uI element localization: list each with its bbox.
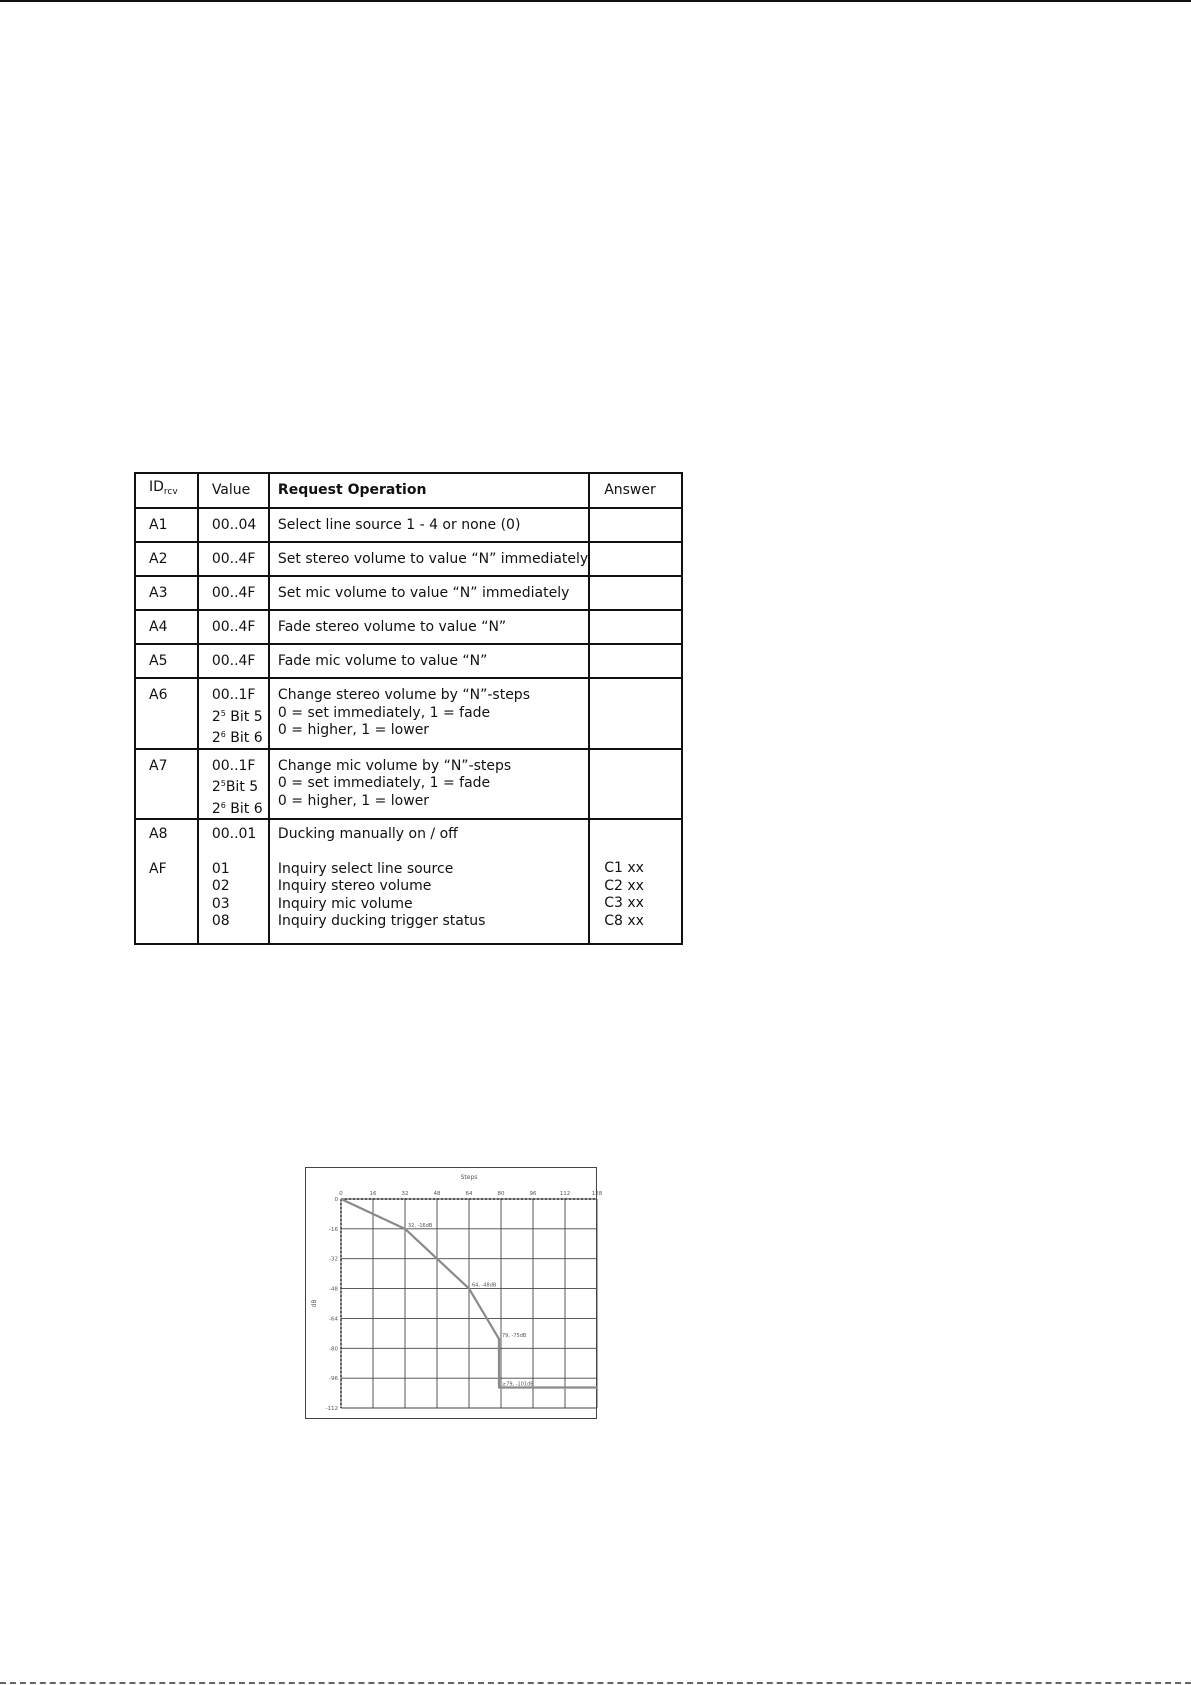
id-text: A1 <box>149 517 168 533</box>
point-annotation: 32, -16dB <box>408 1222 433 1229</box>
value-line: $2^6$ Bit 6 <box>211 730 263 746</box>
y-tick-label: -112 <box>325 1406 338 1412</box>
header-answer: Answer <box>589 473 682 508</box>
point-annotation: 79, -75dB <box>502 1332 527 1339</box>
value-line: 02 <box>211 878 230 894</box>
id-text: A4 <box>149 619 168 635</box>
cell-operation <box>269 819 589 944</box>
cell-id <box>135 542 198 576</box>
cell-operation <box>269 576 589 610</box>
cell-operation <box>269 678 589 749</box>
x-tick-label: 128 <box>591 1191 603 1197</box>
point-annotation: ≥79, -101dB <box>502 1381 534 1388</box>
cell-value <box>198 644 269 678</box>
cell-answer <box>589 610 682 644</box>
value-line: $2^6$ Bit 6 <box>211 800 263 817</box>
y-tick-label: -96 <box>329 1376 338 1383</box>
cell-operation <box>269 508 589 542</box>
volume-curve-chart <box>305 1167 603 1419</box>
top-rule <box>0 0 1191 2</box>
cell-answer <box>589 542 682 576</box>
cell-answer <box>589 678 682 749</box>
x-tick-label: 112 <box>559 1191 571 1197</box>
operation-line: Inquiry mic volume <box>277 895 413 912</box>
table-row <box>135 749 682 820</box>
x-tick-label: 96 <box>529 1191 537 1197</box>
cell-value <box>198 542 269 576</box>
value-line: $2^5$ Bit 5 <box>211 708 263 725</box>
id-text: A8 <box>149 826 168 842</box>
cell-id <box>135 644 198 678</box>
x-tick-label: 0 <box>339 1191 343 1197</box>
cell-id <box>135 576 198 610</box>
cell-id <box>135 749 198 820</box>
cell-answer <box>589 508 682 542</box>
value-line: 00..4F <box>211 619 256 635</box>
header-value: Value <box>198 473 269 508</box>
header-id: $ID_{rcv}$ <box>135 473 198 508</box>
operation-line: Set stereo volume to value “N” immediately <box>277 551 589 567</box>
table-row <box>135 610 682 644</box>
y-tick-label: -64 <box>329 1316 338 1323</box>
id-text: A5 <box>149 653 168 669</box>
value-line: 01 <box>211 860 230 877</box>
x-tick-label: 80 <box>497 1191 505 1197</box>
operation-line: Change mic volume by “N”-steps <box>277 757 512 774</box>
cell-operation <box>269 542 589 576</box>
operation-line: Select line source 1 - 4 or none (0) <box>277 517 521 533</box>
id-text: AF <box>149 860 167 877</box>
point-annotation: 64, -48dB <box>472 1282 497 1289</box>
cell-id <box>135 508 198 542</box>
operation-line: Inquiry stereo volume <box>277 878 432 894</box>
y-axis-label: dB <box>311 1299 318 1308</box>
cell-id <box>135 678 198 749</box>
value-line: 03 <box>211 895 230 912</box>
table-row <box>135 644 682 678</box>
x-tick-label: 16 <box>369 1191 377 1197</box>
value-line: 00..04 <box>211 517 257 533</box>
answer-line: C1 xx <box>604 860 644 876</box>
chart-title: Steps <box>460 1174 478 1181</box>
chart-canvas <box>306 1168 603 1418</box>
id-text: A7 <box>149 757 168 774</box>
answer-line: C2 xx <box>604 877 644 894</box>
value-line: $2^5Bit$ 5 <box>211 779 259 795</box>
operation-line: Fade mic volume to value “N” <box>277 653 488 669</box>
operation-line: Ducking manually on / off <box>277 826 458 842</box>
x-tick-label: 64 <box>465 1191 473 1197</box>
value-line: 00..4F <box>211 653 256 669</box>
cell-value <box>198 749 269 820</box>
operation-line: Fade stereo volume to value “N” <box>277 619 507 635</box>
y-tick-label: -32 <box>329 1256 338 1263</box>
value-line: 00..01 <box>211 826 257 842</box>
operation-line: 0 = higher, 1 = lower <box>277 722 430 738</box>
table-row <box>135 508 682 542</box>
answer-line: C3 xx <box>604 895 644 911</box>
cell-id <box>135 610 198 644</box>
y-tick-label: -16 <box>329 1226 338 1233</box>
header-operation: Request Operation <box>269 473 589 508</box>
answer-line: C8 xx <box>604 912 644 929</box>
table-header-row <box>135 473 682 508</box>
table-row <box>135 819 682 944</box>
operation-line: Set mic volume to value “N” immediately <box>277 585 570 601</box>
value-line: 00..1F <box>211 687 256 703</box>
cell-value <box>198 508 269 542</box>
value-line: 00..4F <box>211 585 256 601</box>
bottom-rule <box>0 1682 1191 1684</box>
y-tick-label: 0 <box>334 1197 338 1203</box>
cell-value <box>198 819 269 944</box>
x-tick-label: 48 <box>433 1191 441 1197</box>
id-text: A6 <box>149 687 168 703</box>
cell-answer <box>589 819 682 944</box>
y-tick-label: -80 <box>329 1346 338 1353</box>
cell-answer <box>589 576 682 610</box>
cell-answer <box>589 644 682 678</box>
cell-operation <box>269 749 589 820</box>
cell-value <box>198 678 269 749</box>
cell-id <box>135 819 198 944</box>
operation-line: Inquiry ducking trigger status <box>277 913 486 929</box>
operation-line: 0 = set immediately, 1 = fade <box>277 704 491 721</box>
table-row <box>135 542 682 576</box>
operation-line: Inquiry select line source <box>277 860 454 877</box>
operation-line: 0 = higher, 1 = lower <box>277 792 430 809</box>
table-row <box>135 576 682 610</box>
x-tick-label: 32 <box>401 1191 409 1197</box>
value-line: 00..4F <box>211 551 256 567</box>
cell-operation <box>269 610 589 644</box>
id-text: A3 <box>149 585 168 601</box>
id-text: A2 <box>149 551 168 567</box>
cell-value <box>198 610 269 644</box>
cell-operation <box>269 644 589 678</box>
command-table <box>134 472 683 945</box>
cell-answer <box>589 749 682 820</box>
operation-line: 0 = set immediately, 1 = fade <box>277 775 491 791</box>
operation-line: Change stereo volume by “N”-steps <box>277 687 530 703</box>
y-tick-label: -48 <box>329 1286 338 1293</box>
table-row <box>135 678 682 749</box>
cell-value <box>198 576 269 610</box>
value-line: 08 <box>211 913 230 929</box>
value-line: 00..1F <box>211 757 256 774</box>
